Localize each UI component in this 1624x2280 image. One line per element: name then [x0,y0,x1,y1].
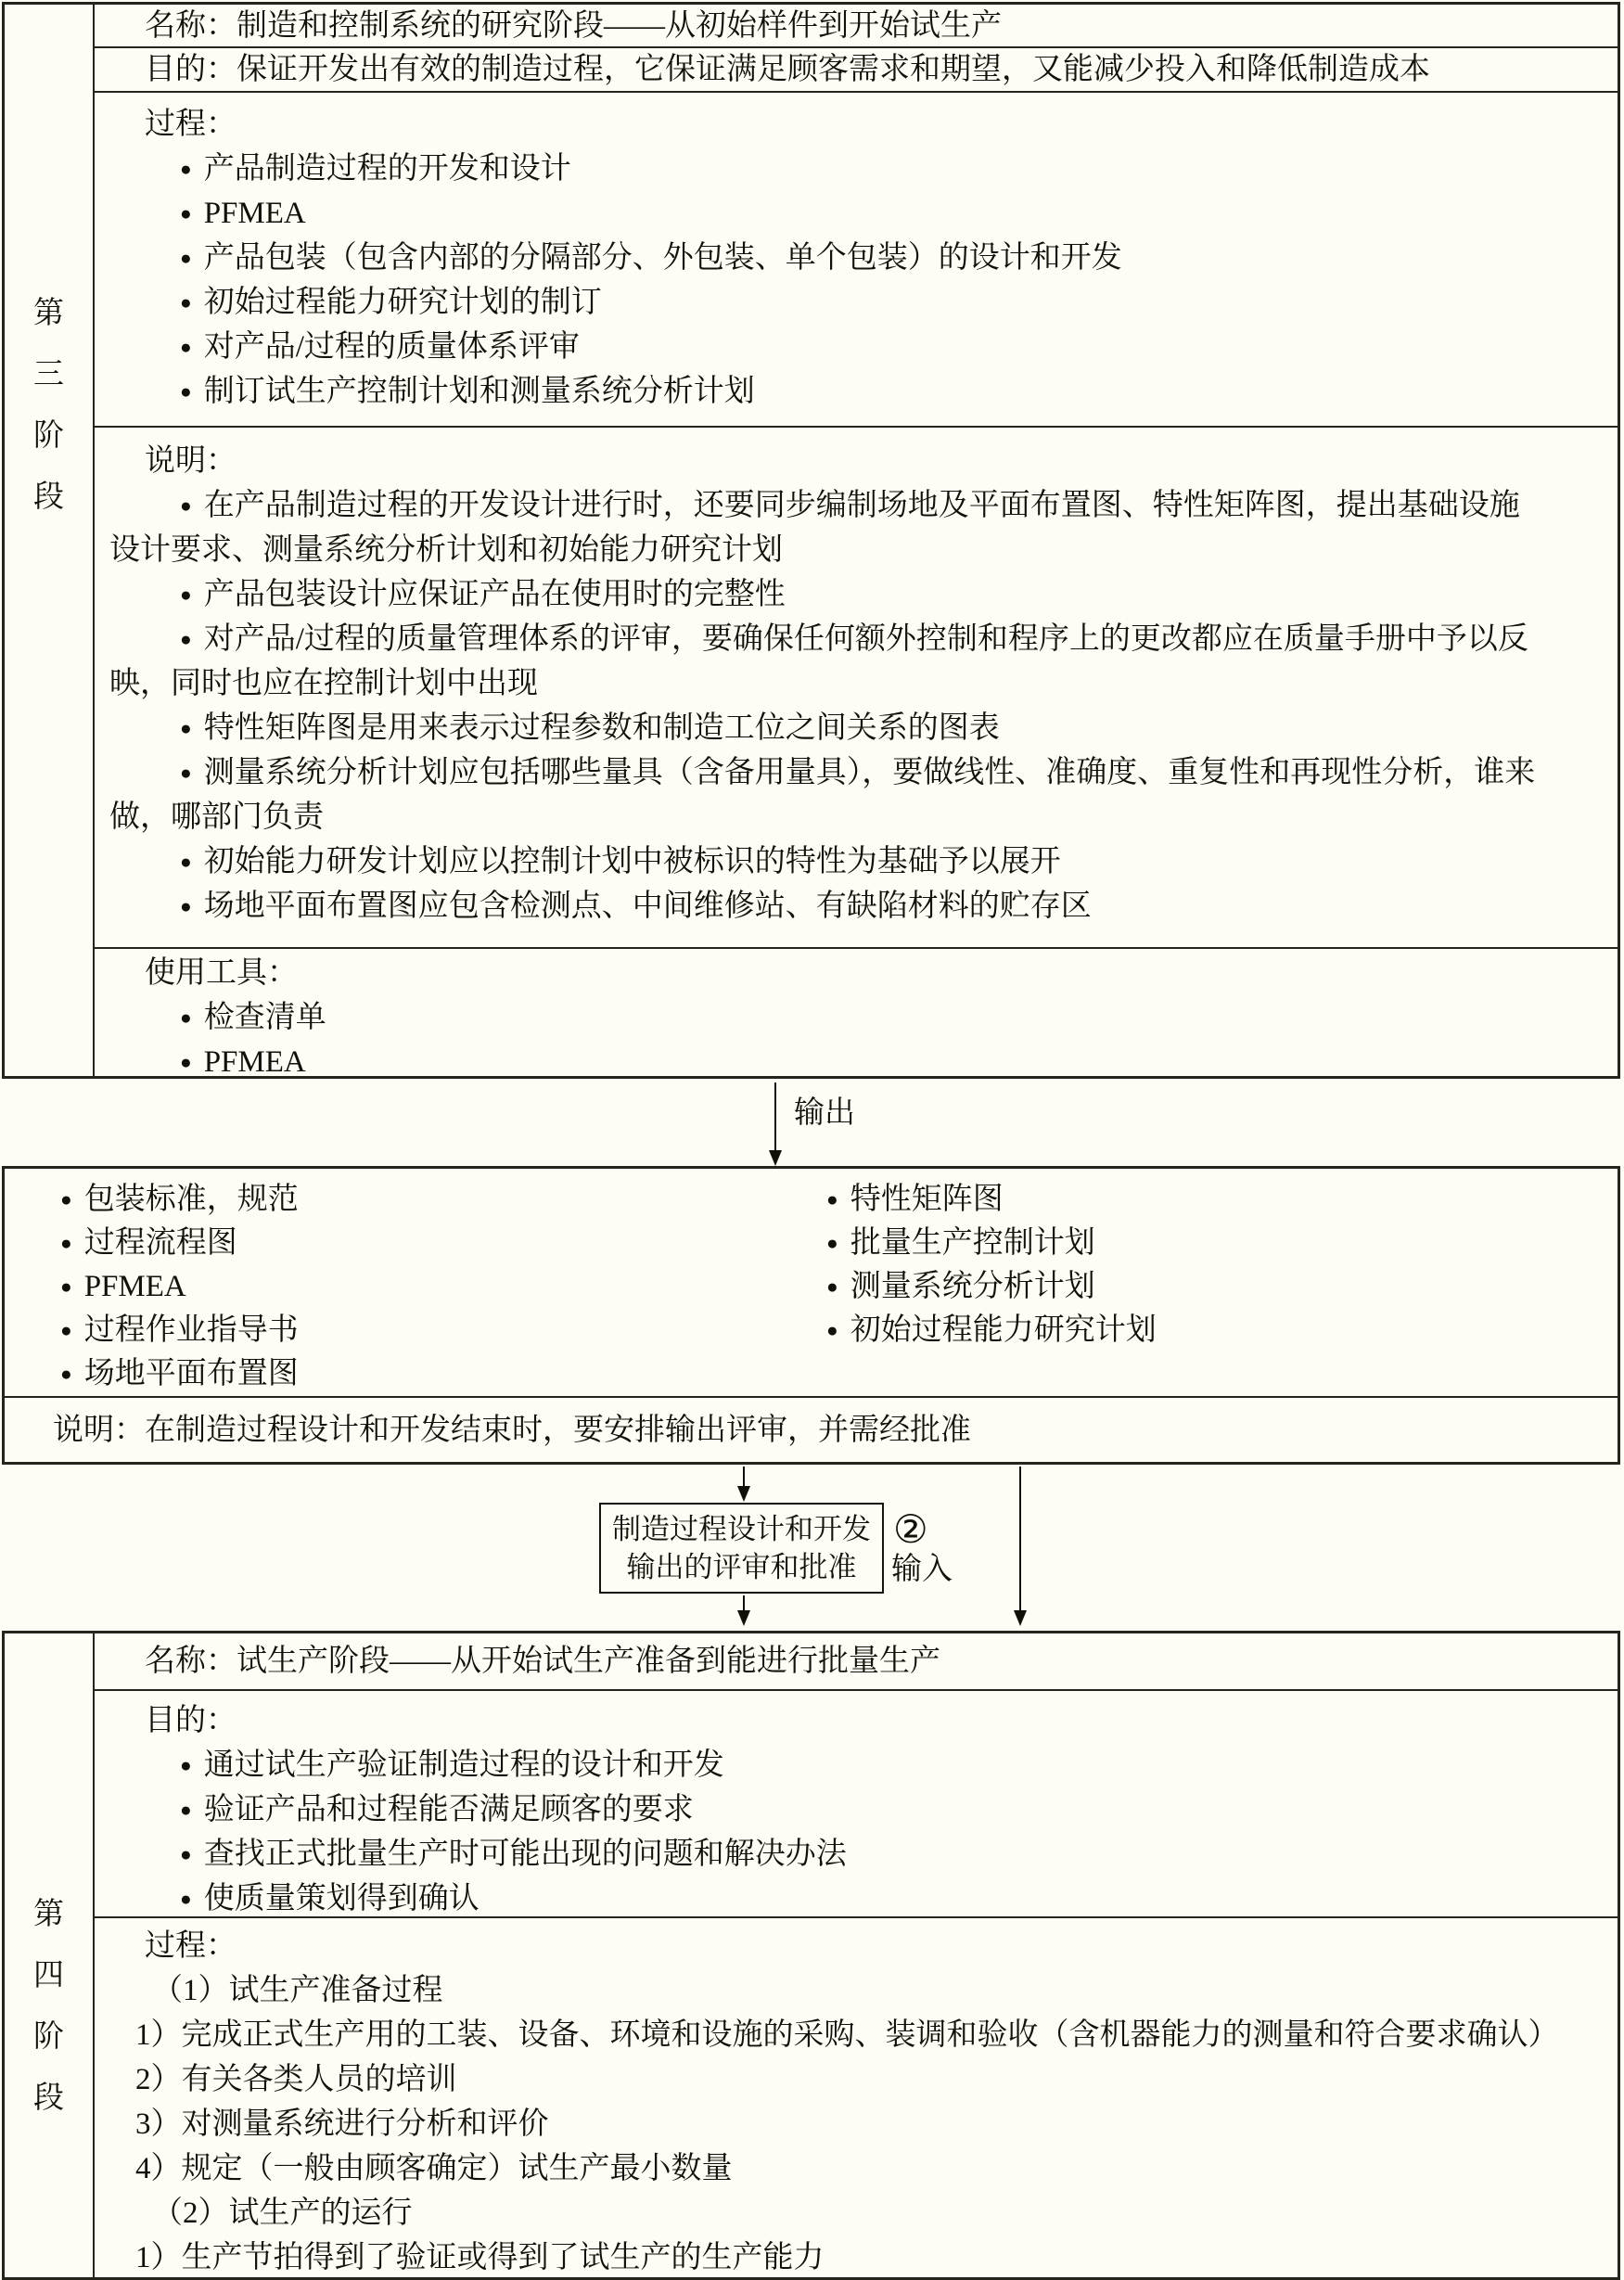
bullet-icon [145,369,204,414]
phase4-process-row [95,1918,1618,2277]
bullet-icon [145,483,204,528]
review-box-line2: 输出的评审和批准 [626,1551,857,1583]
list-item: ●包装标准，规范 [60,1178,826,1222]
phase3-name-row [95,5,1618,48]
bullet-icon [145,191,204,236]
bullet-icon [826,1222,850,1265]
phase3-stage-label: 第三阶段 [33,297,64,514]
list-item: ●测量系统分析计划应包括哪些量具（含备用量具），要做线性、准确度、重复性和再现性分析，谁来做，哪部门负责 [109,750,1618,839]
bullet-icon [145,750,204,795]
list-item: ●PFMEA [60,1265,826,1309]
bullet-icon [145,1832,204,1877]
phase4-stage-column [5,1633,95,2277]
list-item: ●检查清单 [109,995,1618,1040]
phase4-stage-label: 第四阶段 [33,1898,64,2115]
list-item: 4）规定（一般由顾客确定）试生产最小数量 [135,2152,733,2185]
phase4-table [2,1631,1620,2280]
input-label: 输入 [891,1553,953,1586]
bullet-icon [826,1178,850,1222]
list-item: ●初始能力研发计划应以控制计划中被标识的特性为基础予以展开 [109,839,1618,884]
bullet-icon [145,236,204,280]
list-item: ●对产品/过程的质量体系评审 [109,325,1618,369]
list-item: ●在产品制造过程的开发设计进行时，还要同步编制场地及平面布置图、特性矩阵图，提出基础设施设计要求、测量系统分析计划和初始能力研究计划 [109,483,1618,572]
list-item: ●初始过程能力研究计划 [826,1309,1618,1352]
list-item: ●特性矩阵图 [826,1178,1618,1222]
list-item: ●批量生产控制计划 [826,1222,1618,1265]
bullet-icon [826,1309,850,1352]
bullet-icon [145,995,204,1040]
bullet-icon [145,1040,204,1076]
list-item: ●制订试生产控制计划和测量系统分析计划 [109,369,1618,414]
phase3-content [95,5,1618,1076]
list-item: ●场地平面布置图 [60,1352,826,1396]
output-arrow-label: 输出 [794,1096,855,1130]
outputs-right-column [826,1178,1618,1396]
list-item: 1）生产节拍得到了验证或得到了试生产的生产能力 [135,2241,825,2274]
bullet-icon [145,706,204,750]
list-item: ●过程作业指导书 [60,1309,826,1352]
list-item: ●PFMEA [109,1040,1618,1076]
bullet-icon [60,1265,84,1309]
outputs-columns [5,1169,1618,1398]
phase3-notes-label: 说明： [145,444,237,478]
list-item: （2）试生产的运行 [152,2197,413,2230]
phase4-purpose-row [95,1691,1618,1918]
bypass-arrow-line [1019,1467,1021,1612]
list-item: ●产品包装（包含内部的分隔部分、外包装、单个包装）的设计和开发 [109,236,1618,280]
bullet-icon [60,1222,84,1265]
bullet-icon [826,1265,850,1309]
list-item: 2）有关各类人员的培训 [135,2063,457,2096]
phase4-arrowhead-icon [737,1610,750,1633]
list-item: ●初始过程能力研究计划的制订 [109,280,1618,325]
review-box [599,1503,884,1594]
bullet-icon [145,147,204,191]
outputs-note-text: 说明：在制造过程设计和开发结束时，要安排输出评审，并需经批准 [53,1413,971,1447]
input-marker: ② [893,1509,928,1552]
list-item: ●过程流程图 [60,1222,826,1265]
list-item: ●产品包装设计应保证产品在使用时的完整性 [109,572,1618,617]
phase4-purpose-label: 目的： [145,1704,237,1737]
list-item: ●场地平面布置图应包含检测点、中间维修站、有缺陷材料的贮存区 [109,884,1618,929]
review-box-line1: 制造过程设计和开发 [612,1513,871,1545]
phase3-table [2,2,1620,1079]
phase3-process-row [95,93,1618,428]
list-item: ●查找正式批量生产时可能出现的问题和解决办法 [109,1832,1618,1877]
list-item: 3）对测量系统进行分析和评价 [135,2107,549,2141]
phase3-tools-label: 使用工具： [145,956,298,990]
bullet-icon [145,884,204,929]
list-item: ●对产品/过程的质量管理体系的评审，要确保任何额外控制和程序上的更改都应在质量手册中予以反映，同时也应在控制计划中出现 [109,617,1618,706]
phase3-stage-column [5,5,95,1076]
phase3-tools-row [95,949,1618,1076]
phase3-notes-row [95,428,1618,949]
output-arrow-line [774,1082,776,1153]
list-item: ●特性矩阵图是用来表示过程参数和制造工位之间关系的图表 [109,706,1618,750]
bullet-icon [60,1178,84,1222]
bullet-icon [60,1309,84,1352]
bullet-icon [145,617,204,661]
phase4-name-row [95,1633,1618,1691]
bypass-arrowhead-icon [1014,1610,1027,1633]
bullet-icon [145,1877,204,1918]
phase4-process-label: 过程： [145,1929,237,1963]
phase3-purpose-row [95,48,1618,93]
outputs-left-column [5,1178,826,1396]
phase3-purpose-text: 目的：保证开发出有效的制造过程，它保证满足顾客需求和期望，又能减少投入和降低制造成本 [145,53,1430,86]
bullet-icon [145,280,204,325]
bullet-icon [145,839,204,884]
list-item: （1）试生产准备过程 [152,1974,443,2007]
outputs-note-row [5,1398,1618,1462]
phase4-content [95,1633,1618,2277]
bullet-icon [145,325,204,369]
list-item: ●验证产品和过程能否满足顾客的要求 [109,1787,1618,1832]
list-item: ●通过试生产验证制造过程的设计和开发 [109,1743,1618,1787]
list-item: 1）完成正式生产用的工装、设备、环境和设施的采购、装调和验收（含机器能力的测量和符合要求确认） [135,2018,1559,2052]
outputs-box [2,1166,1620,1465]
bullet-icon [145,1743,204,1787]
list-item: ●PFMEA [109,191,1618,236]
bullet-icon [60,1352,84,1396]
list-item: ●使质量策划得到确认 [109,1877,1618,1918]
phase3-process-label: 过程： [145,108,237,141]
list-item: ●测量系统分析计划 [826,1265,1618,1309]
phase4-name-text: 名称：试生产阶段——从开始试生产准备到能进行批量生产 [145,1645,940,1678]
bullet-icon [145,572,204,617]
phase3-name-text: 名称：制造和控制系统的研究阶段——从初始样件到开始试生产 [145,8,1002,43]
bullet-icon [145,1787,204,1832]
list-item: ●产品制造过程的开发和设计 [109,147,1618,191]
